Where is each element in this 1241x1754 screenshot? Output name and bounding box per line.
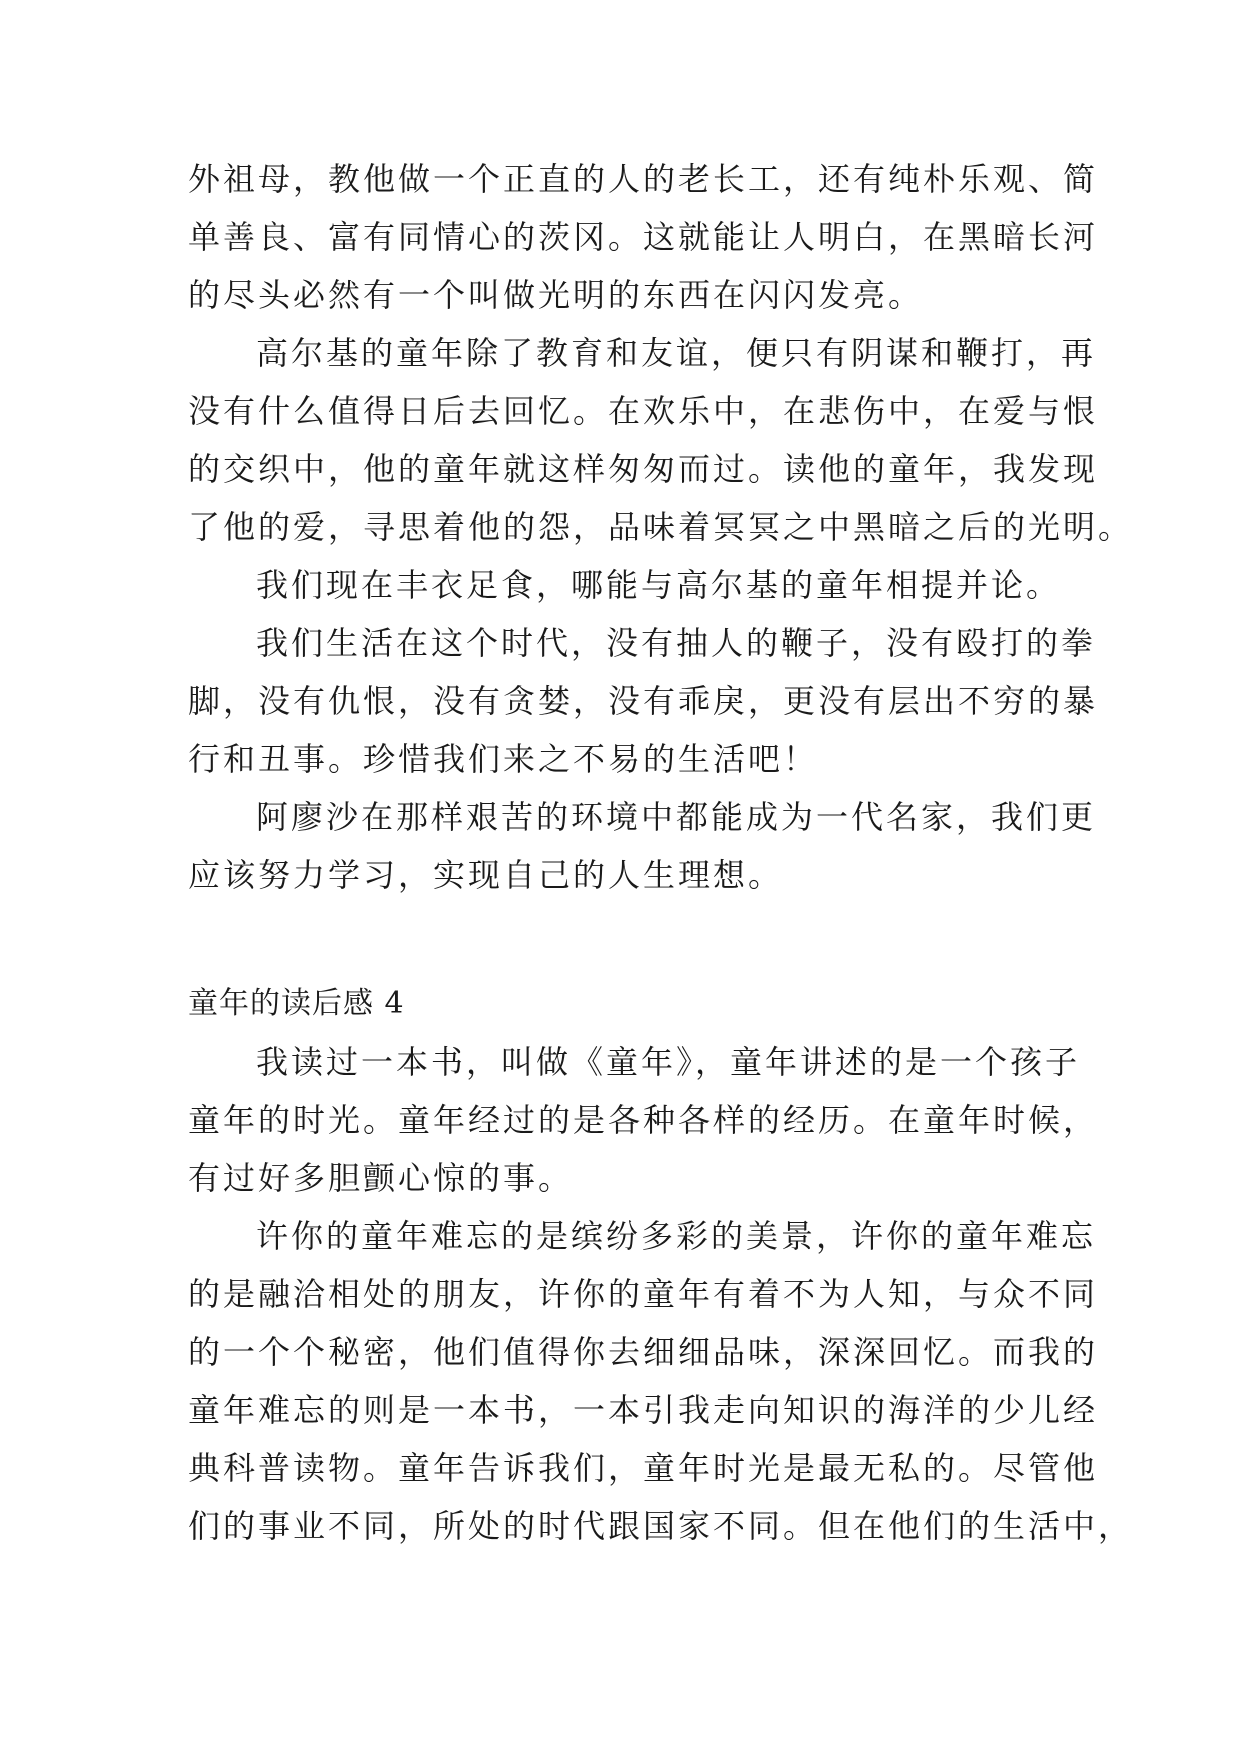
section-heading: 童年的读后感 4 bbox=[188, 986, 405, 1021]
paragraph-start-line: 阿廖沙在那样艰苦的环境中都能成为一代名家，我们更 bbox=[256, 798, 1097, 836]
text-line: 的交织中，他的童年就这样匆匆而过。读他的童年，我发现 bbox=[188, 450, 1099, 488]
text-line: 应该努力学习，实现自己的人生理想。 bbox=[188, 856, 784, 894]
paragraph-start-line: 我们生活在这个时代，没有抽人的鞭子，没有殴打的拳 bbox=[256, 624, 1097, 662]
text-line: 们的事业不同，所处的时代跟国家不同。但在他们的生活中， bbox=[188, 1507, 1134, 1545]
paragraph-start-line: 我们现在丰衣足食，哪能与高尔基的童年相提并论。 bbox=[256, 566, 1062, 604]
text-line: 行和丑事。珍惜我们来之不易的生活吧！ bbox=[188, 740, 819, 778]
text-line: 的一个个秘密，他们值得你去细细品味，深深回忆。而我的 bbox=[188, 1333, 1099, 1371]
text-line: 典科普读物。童年告诉我们，童年时光是最无私的。尽管他 bbox=[188, 1449, 1099, 1487]
document-body bbox=[188, 150, 1134, 1555]
section-gap bbox=[188, 904, 1068, 975]
text-line: 有过好多胆颤心惊的事。 bbox=[188, 1159, 574, 1197]
text-line: 没有什么值得日后去回忆。在欢乐中，在悲伤中，在爱与恨 bbox=[188, 392, 1099, 430]
text-line: 脚，没有仇恨，没有贪婪，没有乖戾，更没有层出不穷的暴 bbox=[188, 682, 1099, 720]
paragraph-start-line: 高尔基的童年除了教育和友谊，便只有阴谋和鞭打，再 bbox=[256, 334, 1097, 372]
text-line: 童年的时光。童年经过的是各种各样的经历。在童年时候， bbox=[188, 1101, 1099, 1139]
text-line: 童年难忘的则是一本书，一本引我走向知识的海洋的少儿经 bbox=[188, 1391, 1099, 1429]
paragraph-start-line: 许你的童年难忘的是缤纷多彩的美景，许你的童年难忘 bbox=[256, 1217, 1097, 1255]
text-line: 外祖母，教他做一个正直的人的老长工，还有纯朴乐观、简 bbox=[188, 160, 1099, 198]
text-line: 了他的爱，寻思着他的怨，品味着冥冥之中黑暗之后的光明。 bbox=[188, 508, 1134, 546]
text-line: 的尽头必然有一个叫做光明的东西在闪闪发亮。 bbox=[188, 276, 924, 314]
text-line: 的是融洽相处的朋友，许你的童年有着不为人知，与众不同 bbox=[188, 1275, 1099, 1313]
paragraph-start-line: 我读过一本书，叫做《童年》，童年讲述的是一个孩子 bbox=[256, 1043, 1081, 1081]
text-line: 单善良、富有同情心的茨冈。这就能让人明白，在黑暗长河 bbox=[188, 218, 1099, 256]
